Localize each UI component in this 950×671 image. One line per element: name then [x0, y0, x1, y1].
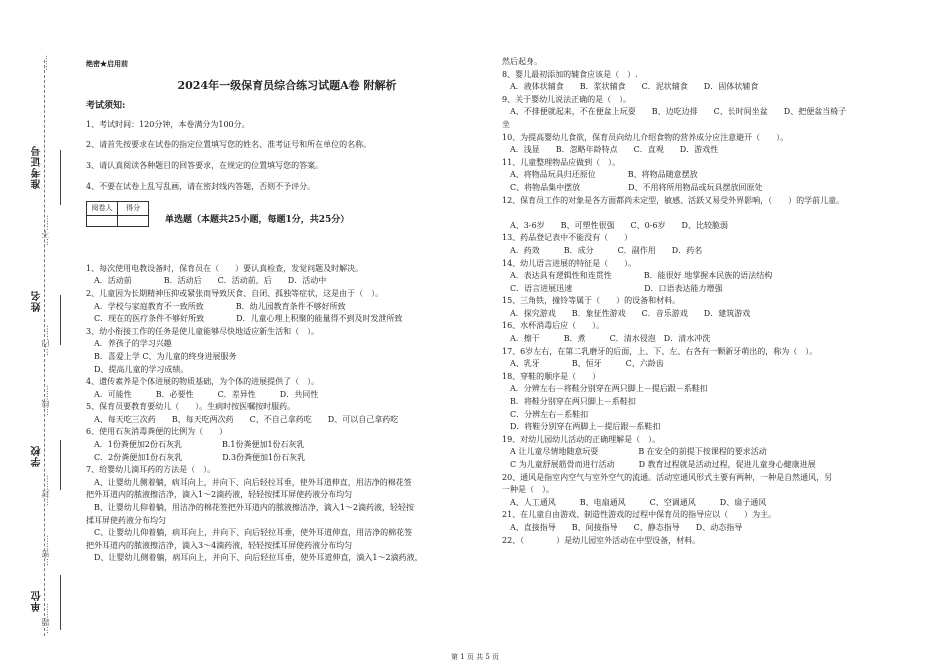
- unit-label: 单位: [32, 590, 43, 612]
- exam-title: 2024年一级保育员综合练习试题A卷 附解析: [177, 78, 397, 92]
- page-footer: 第 1 页 共 5 页: [450, 653, 500, 661]
- question-line: [502, 207, 917, 220]
- option-line: B、让婴幼儿仰着躺，用洁净的棉花签把外耳道内的脓液擦洁净，滴入1～2滴药液，轻轻按: [94, 503, 415, 513]
- option-line: A、人工通风 B、电扇通风 C、空调通风 D、扇子通风: [510, 497, 767, 507]
- option-line: C．分辨左右－系鞋扣: [510, 409, 589, 419]
- option-line: C．2份粪便加1份石灰乳 D.3份粪便加1份石灰乳: [94, 452, 306, 462]
- exam-number-line: [60, 150, 61, 205]
- option-line: A．药效 B．成分 C．副作用 D．药名: [510, 245, 703, 255]
- right-column: [502, 56, 917, 547]
- exam-number-label: 准考证号: [32, 145, 43, 189]
- question-line: 坐: [502, 119, 510, 129]
- seal-dots: ...密......: [41, 535, 50, 566]
- option-line: B．将鞋分别穿在两只脚上－系鞋扣: [510, 397, 636, 407]
- question-line: 7、给婴幼儿滴耳药的方法是（ ）。: [86, 465, 216, 475]
- option-line: A．活动前 B．活动后 C．活动前，后 D．活动中: [94, 276, 327, 286]
- seal-dots: ...不......: [41, 215, 50, 246]
- question-line: 2、儿童因为长期精神压抑或紧张而导致厌食、自闭、孤独等症状，这是由于（ ）。: [86, 288, 384, 298]
- option-line: A．液体状辅食 B．浆状辅食 C．泥状辅食 D．固体状辅食: [510, 82, 759, 92]
- option-line: C、让婴幼儿仰着躺，病耳向上，并向下、向后轻拉耳垂，使外耳道伸直，用洁净的棉花签: [94, 528, 413, 538]
- question-line: 12、保育员工作的对象是各方面都尚未定型，敏感、活跃又易受外界影响，（ ）的学前儿童。: [502, 195, 845, 205]
- question-line: 揉耳屏使药液分布均匀: [86, 515, 166, 525]
- question-line: 5、保育员要教育要幼儿（ ）。生病时按医嘱按时服药。: [86, 402, 296, 412]
- option-line: C、将物品集中摆放 D、不用将所用物品或玩具摆放回原处: [510, 182, 763, 192]
- question-line: 3、幼小衔接工作的任务是使儿童能够尽快地适应新生活和（ ）。: [86, 326, 320, 336]
- option-line: B．喜爱上学 C、为儿童的终身进展服务: [94, 351, 237, 361]
- secret-mark: 绝密★启用前: [86, 59, 128, 68]
- question-line: 20、通风是指室内空气与室外空气的流通。活动室通风形式主要有两种，一种是自然通风，另: [502, 472, 833, 482]
- seal-dots: ...内......: [41, 325, 50, 356]
- name-label: 姓名: [32, 290, 43, 312]
- score-table: [86, 201, 149, 227]
- option-line: A．浅显 B．忽略年龄特点 C．直观 D．游戏性: [510, 145, 719, 155]
- question-line: 18、穿鞋的顺序是（ ）: [502, 371, 601, 381]
- unit-line: [60, 575, 61, 630]
- binding-margin: [22, 55, 64, 640]
- question-line: 9、关于婴幼儿说法正确的是（ ）。: [502, 94, 632, 104]
- score-cell: 得分: [118, 202, 149, 216]
- notice-item: 3、请认真阅读各种题目的回答要求，在规定的位置填写您的答案。: [86, 160, 324, 170]
- left-column: [86, 58, 488, 565]
- question-line: 16、水杯消毒后应（ ）。: [502, 321, 605, 331]
- question-line: 然后起身。: [502, 57, 542, 66]
- option-line: A 让儿童尽情地随意玩耍 B 在安全的前提下按课程的要求活动: [510, 447, 767, 457]
- option-line: A．学校与家庭教育不一致所致 B．幼儿园教育条件不够好所致: [94, 301, 346, 311]
- option-line: A、让婴幼儿侧着躺，病耳向上，并向下、向后轻拉耳垂，使外耳道伸直，用洁净的棉花签: [94, 477, 412, 487]
- question-line: 22、（ ）是幼儿园室外活动在中型设备，材料。: [502, 535, 701, 545]
- question-line: 1、每次使用电教设备时，保育员在（ ）要认真检查，发觉问题及时解决。: [86, 263, 364, 273]
- notice-item: 1、考试时间：120分钟，本卷满分为100分。: [86, 119, 250, 129]
- option-line: A、直接指导 B、间接指导 C、静态指导 D、动态指导: [510, 522, 743, 532]
- question-line: 6、使用石灰消毒粪便的比例为（ ）: [86, 427, 228, 437]
- seal-dots: ...题......: [41, 603, 50, 634]
- section-heading: 单选题（本题共25小题，每题1分，共25分）: [165, 214, 350, 225]
- spacer: [86, 233, 488, 263]
- option-line: A、不排便就起来，不在便盆上玩耍 B、边吃边排 C、长时间坐盆 D、把便盆当椅子: [510, 107, 847, 117]
- question-line: 4、遗传素养是个体进展的物质基础，为个体的进展提供了（ ）。: [86, 377, 320, 387]
- question-line: 把外耳道内的脓液擦洁净，滴入1～2滴药液，轻轻按揉耳屏使药液分布均匀: [86, 490, 353, 500]
- option-line: A．探究游戏 B．象征性游戏 C．音乐游戏 D．建筑游戏: [510, 308, 751, 318]
- question-line: 15、三角铁，撞铃等属于（ ）的设备和材料。: [502, 296, 681, 306]
- option-line: A、每天吃三次药 B、每天吃两次药 C、不自己拿药吃 D、可以自己拿药吃: [94, 414, 399, 424]
- option-line: A．表达具有逻辑性和连贯性 B．能很好 地掌握本民族的语法结构: [510, 271, 773, 281]
- question-line: 把外耳道内的脓液擦洁净，滴入3～4滴药液，轻轻按揉耳屏使药液分布均匀: [86, 540, 353, 550]
- option-line: D、提高儿童的学习成绩。: [94, 364, 189, 374]
- notice-item: 2、请首先按要求在试卷的指定位置填写您的姓名、准考证号和所在单位的名称。: [86, 140, 372, 150]
- question-line: 14、幼儿语言进展的特征是（ ）。: [502, 258, 637, 268]
- binding-dashed-line: [44, 60, 45, 636]
- score-row: [86, 201, 488, 227]
- grader-cell: 阅卷人: [87, 202, 118, 216]
- school-label: 学校: [32, 445, 43, 467]
- option-line: A．擦干 B．煮 C．清水侵泡 D．清水冲洗: [510, 334, 711, 344]
- name-line: [60, 295, 61, 345]
- notice-heading: 考试须知:: [86, 101, 126, 112]
- question-list-left: [86, 263, 488, 565]
- question-line: 11、儿童整理物品应做到（ ）。: [502, 157, 621, 167]
- school-line: [60, 440, 61, 490]
- option-line: C．现在的医疗条件不够好所致 D．儿童心理上积聚的能量得不到及时发泄所致: [94, 314, 403, 324]
- option-line: A、3-6岁 B、可塑性很强 C、0-6岁 D、比较脆弱: [510, 220, 728, 230]
- option-line: C．语言进展迅速 D．口语表达能力增强: [510, 283, 723, 293]
- grader-input-cell[interactable]: [87, 215, 118, 226]
- score-input-cell[interactable]: [118, 215, 149, 226]
- question-line: 17、6岁左右，在第二乳磨牙的后面，上、下、左、右各有一颗新牙萌出的，称为（ ）。: [502, 346, 818, 356]
- question-line: 13、药品登记表中不能没有（ ）: [502, 233, 633, 243]
- option-line: A．1份粪便加2份石灰乳 B.1份粪便加1份石灰乳: [94, 440, 305, 450]
- option-line: C 为儿童舒展筋骨而进行活动 D 教育过程就是活动过程，促进儿童身心健康进展: [510, 460, 816, 469]
- question-line: 8、婴儿最初添加的辅食应该是（ ）.: [502, 69, 638, 79]
- option-line: A、乳牙 B、恒牙 C、六龄齿: [510, 359, 664, 369]
- notice-item: 4、不要在试卷上乱写乱画，请在密封线内答题，否则不予评分。: [86, 181, 316, 191]
- option-line: A．养孩子的学习兴趣: [94, 339, 172, 349]
- option-line: A．分辨左右－将鞋分别穿在两只脚上－提后跟－系鞋扣: [510, 384, 708, 394]
- seal-dots: ......: [40, 55, 49, 71]
- question-line: 10、为提高婴幼儿食欲，保育员向幼儿介绍食物的营养成分应注意避开（ ）。: [502, 132, 789, 142]
- option-line: D．将鞋分别穿在两脚上－提后跟－系鞋扣: [510, 422, 661, 432]
- option-line: A、将物品玩具归还原位 B、将物品随意摆放: [510, 170, 698, 180]
- seal-dots: ...封......: [41, 475, 50, 506]
- question-line: 一种是（ ）。: [502, 485, 554, 495]
- option-line: D、让婴幼儿侧着躺，病耳向上，并向下、向后轻拉耳垂，使外耳道伸直，滴入1～2滴药液，: [94, 553, 423, 563]
- option-line: A．可能性 B．必要性 C．差异性 D．共同性: [94, 389, 319, 399]
- seal-dots: ...线......: [41, 385, 50, 416]
- question-line: 19、对幼儿园幼儿活动的正确理解是（ ）。: [502, 434, 661, 444]
- question-line: 21、在儿童自由游戏、制造性游戏的过程中保育员的指导应以（ ）为主。: [502, 510, 777, 520]
- question-list-right: [502, 56, 917, 547]
